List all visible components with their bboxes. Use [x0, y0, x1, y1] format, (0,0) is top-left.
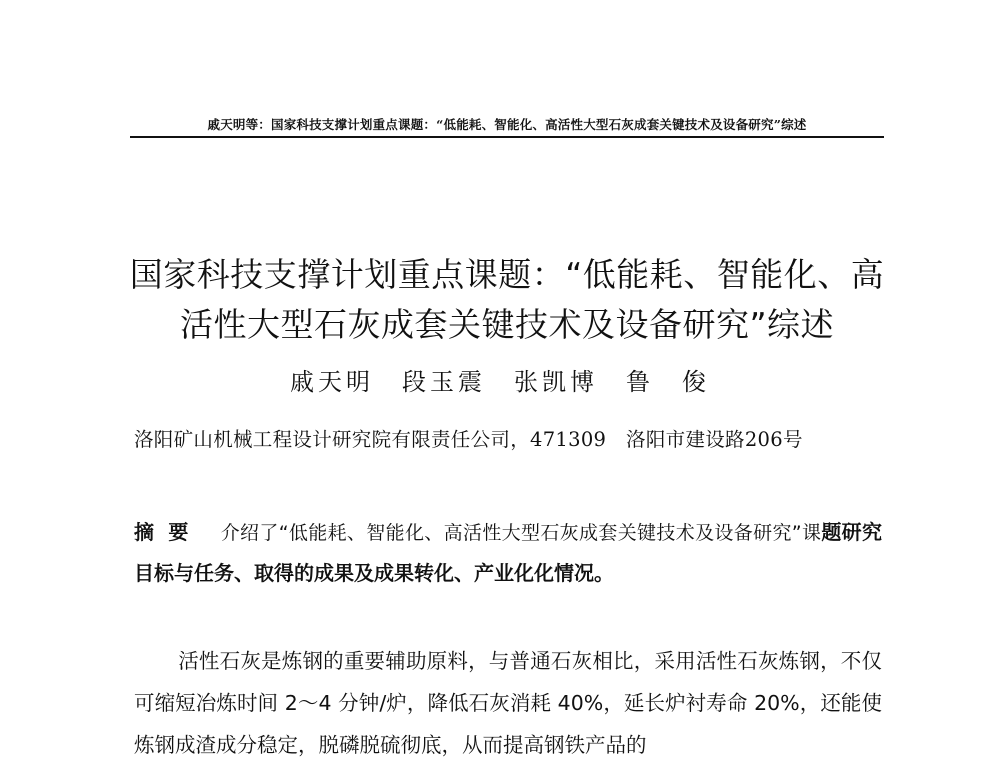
paper-title	[100, 250, 914, 350]
authors: 戚天明 段玉震 张凯博 鲁 俊	[290, 368, 710, 396]
body-paragraph-1: 活性石灰是炼钢的重要辅助原料，与普通石灰相比，采用活性石灰炼钢，不仅可缩短冶炼时间 2～4 分钟/炉，降低石灰消耗 40%，延长炉衬寿命 20%，还能使炼钢成渣成分稳定，脱磷脱硫彻底，从而提高钢铁产品的	[134, 649, 882, 757]
abstract-text-part1: 介绍了“低能耗、智能化、高活性大型石灰成套关键技术及设备研究”课	[220, 522, 822, 544]
body-paragraph	[134, 640, 882, 766]
abstract	[134, 512, 882, 593]
running-head: 戚天明等：国家科技支撑计划重点课题：“低能耗、智能化、高活性大型石灰成套关键技术及设备研究”综述	[207, 117, 807, 132]
affiliation: 洛阳矿山机械工程设计研究院有限责任公司，471309 洛阳市建设路206号	[134, 428, 803, 451]
abstract-label: 摘要	[134, 520, 203, 544]
title-line-1: 国家科技支撑计划重点课题：“低能耗、智能化、高	[129, 255, 885, 294]
header-rule	[130, 136, 884, 138]
title-line-2: 活性大型石灰成套关键技术及设备研究”综述	[179, 305, 835, 344]
abstract-text-part2: 题研究目标与任务、取得的成果及成果转化、产业化化情况。	[134, 520, 882, 585]
